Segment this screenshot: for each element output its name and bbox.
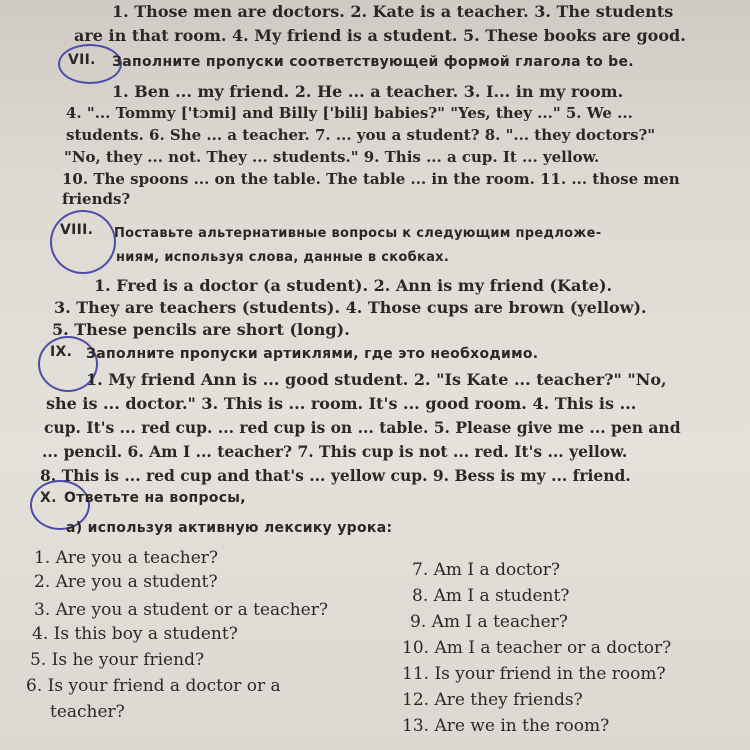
section-9-numeral: IX.	[50, 344, 73, 360]
section-7-line: 10. The spoons ... on the table. The table ... in the room. 11. ... those men	[62, 170, 680, 188]
intro-line: 1. Those men are doctors. 2. Kate is a teacher. 3. The students	[112, 2, 674, 21]
section-9-line: she is ... doctor." 3. This is ... room. It's ... good room. 4. This is ...	[46, 394, 637, 413]
section-8-line: 3. They are teachers (students). 4. Those cups are brown (yellow).	[54, 298, 647, 317]
section-8-heading: Поставьте альтернативные вопросы к следующим предложе-	[114, 226, 602, 241]
section-10-numeral: X.	[40, 490, 57, 506]
section-8-line: 5. These pencils are short (long).	[52, 320, 350, 339]
section-7-line: 4. "... Tommy ['tɔmi] and Billy ['bili] babies?" "Yes, they ..." 5. We ...	[66, 104, 633, 122]
question-item: 2. Are you a student?	[34, 572, 218, 592]
question-item: 6. Is your friend a doctor or a	[26, 676, 281, 696]
section-7-line: students. 6. She ... a teacher. 7. ... you a student? 8. "... they doctors?"	[66, 126, 656, 144]
question-item: 5. Is he your friend?	[30, 650, 205, 670]
section-10-subheading: а) используя активную лексику урока:	[66, 520, 393, 536]
section-9-heading: Заполните пропуски артиклями, где это необходимо.	[86, 346, 539, 362]
question-item: 8. Am I a student?	[412, 586, 570, 606]
section-9-line: 1. My friend Ann is ... good student. 2. "Is Kate ... teacher?" "No,	[86, 370, 667, 389]
pen-circle	[50, 210, 116, 274]
question-item: 11. Is your friend in the room?	[402, 664, 666, 684]
question-item: 13. Are we in the room?	[402, 716, 610, 736]
question-item: teacher?	[50, 702, 125, 722]
section-7-numeral: VII.	[68, 52, 96, 68]
question-item: 10. Am I a teacher or a doctor?	[402, 638, 672, 658]
question-item: 3. Are you a student or a teacher?	[34, 600, 328, 620]
question-item: 12. Are they friends?	[402, 690, 583, 710]
section-7-line: "No, they ... not. They ... students." 9. This ... a cup. It ... yellow.	[64, 148, 600, 166]
section-7-line: 1. Ben ... my friend. 2. He ... a teacher. 3. I... in my room.	[112, 82, 624, 101]
section-7-line: friends?	[62, 190, 131, 208]
question-item: 9. Am I a teacher?	[410, 612, 568, 632]
section-8-numeral: VIII.	[60, 222, 94, 238]
question-item: 1. Are you a teacher?	[34, 548, 219, 568]
section-9-line: 8. This is ... red cup and that's ... yellow cup. 9. Bess is my ... friend.	[40, 466, 631, 485]
section-9-line: cup. It's ... red cup. ... red cup is on ... table. 5. Please give me ... pen and	[44, 418, 681, 437]
section-8-line: 1. Fred is a doctor (a student). 2. Ann is my friend (Kate).	[94, 276, 613, 295]
section-7-heading: Заполните пропуски соответствующей формой глагола to be.	[112, 54, 634, 70]
section-8-heading: ниям, используя слова, данные в скобках.	[116, 250, 450, 265]
question-item: 4. Is this boy a student?	[32, 624, 238, 644]
intro-line: are in that room. 4. My friend is a student. 5. These books are good.	[74, 26, 686, 45]
section-9-line: ... pencil. 6. Am I ... teacher? 7. This cup is not ... red. It's ... yellow.	[42, 442, 628, 461]
section-10-heading: Ответьте на вопросы,	[64, 490, 246, 506]
question-item: 7. Am I a doctor?	[412, 560, 561, 580]
